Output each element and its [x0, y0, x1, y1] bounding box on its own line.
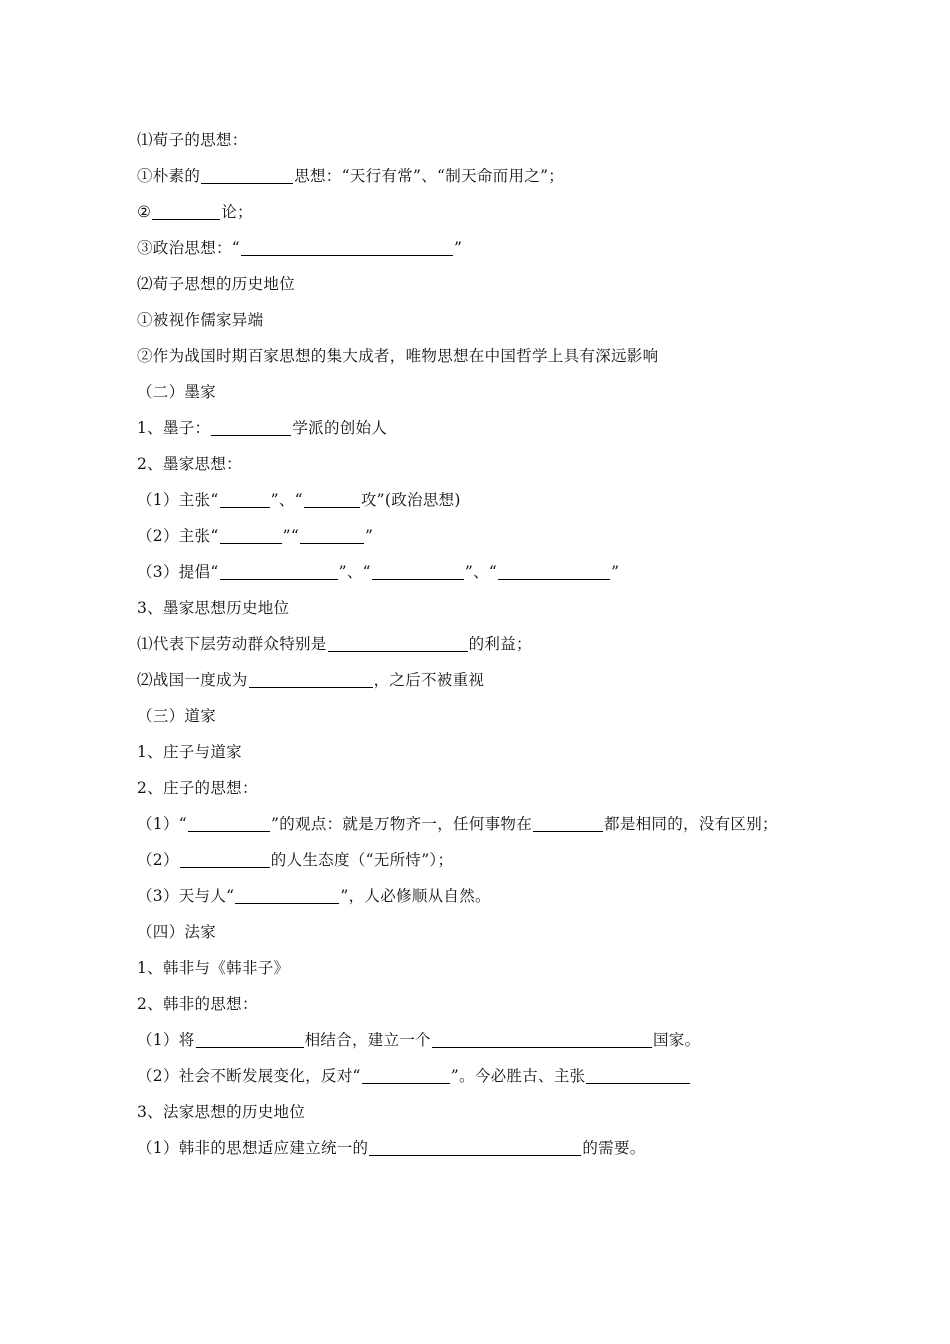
text: 1、庄子与道家 [137, 743, 242, 761]
fill-blank[interactable] [362, 1065, 450, 1084]
text: 2、庄子的思想： [137, 779, 258, 797]
line-hanfei [137, 950, 837, 986]
line-xunzi-thought [137, 122, 837, 158]
text: （3）天与人“ [137, 887, 235, 905]
line-zhuangzi [137, 734, 837, 770]
line-mohist-status [137, 590, 837, 626]
fill-blank[interactable] [235, 885, 339, 904]
fill-blank[interactable] [241, 237, 453, 256]
text: 1、墨子： [137, 419, 211, 437]
fill-blank[interactable] [220, 525, 282, 544]
text: ①朴素的 [137, 167, 201, 185]
text: 3、法家思想的历史地位 [137, 1103, 306, 1121]
fill-blank[interactable] [300, 525, 364, 544]
line-daoist-1 [137, 806, 837, 842]
line-warring [137, 662, 837, 698]
text: ”、“ [464, 563, 498, 581]
text: ” [611, 563, 620, 581]
heading-mohism [137, 374, 837, 410]
fill-blank[interactable] [304, 489, 360, 508]
line-daoist-3 [137, 878, 837, 914]
text: ” [365, 527, 374, 545]
line-synthesis [137, 338, 837, 374]
fill-blank[interactable] [369, 1137, 581, 1156]
fill-blank[interactable] [201, 165, 293, 184]
text: ⑵战国一度成为 [137, 671, 248, 689]
text: 的利益； [468, 635, 532, 653]
text: ”“ [282, 527, 300, 545]
text: ”的观点：就是万物齐一，任何事物在 [271, 815, 533, 833]
text: ⑴荀子的思想： [137, 131, 248, 149]
text: 2、韩非的思想： [137, 995, 258, 1013]
heading-legalism [137, 914, 837, 950]
text: （1）韩非的思想适应建立统一的 [137, 1139, 369, 1157]
line-xunzi-status [137, 266, 837, 302]
line-represent [137, 626, 837, 662]
text: （二）墨家 [137, 383, 217, 401]
text: （四）法家 [137, 923, 217, 941]
text: （三）道家 [137, 707, 217, 725]
line-heresy [137, 302, 837, 338]
text: 都是相同的，没有区别； [604, 815, 778, 833]
line-mozi-founder [137, 410, 837, 446]
line-mohist-1 [137, 482, 837, 518]
text: 学派的创始人 [292, 419, 388, 437]
fill-blank[interactable] [188, 813, 270, 832]
line-legalist-1 [137, 1022, 837, 1058]
text: （2）社会不断发展变化，反对“ [137, 1067, 361, 1085]
text: ⑵荀子思想的历史地位 [137, 275, 296, 293]
text: 国家。 [652, 1031, 701, 1049]
text: 攻”(政治思想) [360, 491, 461, 509]
line-political-thought [137, 230, 837, 266]
line-mohist-2 [137, 518, 837, 554]
fill-blank[interactable] [586, 1065, 690, 1084]
text: （2） [137, 851, 179, 869]
line-mohist-thought [137, 446, 837, 482]
fill-blank[interactable] [180, 849, 270, 868]
line-zhuangzi-thought [137, 770, 837, 806]
text: ”，人必修顺从自然。 [340, 887, 491, 905]
text: ②作为战国时期百家思想的集大成者，唯物思想在中国哲学上具有深远影响 [137, 347, 659, 365]
text: ”、“ [338, 563, 371, 581]
text: （1）主张“ [137, 491, 219, 509]
text: ①被视作儒家异端 [137, 311, 264, 329]
fill-blank[interactable] [220, 489, 270, 508]
text: （3）提倡“ [137, 563, 219, 581]
line-legalist-2 [137, 1058, 837, 1094]
text: ③政治思想：“ [137, 239, 241, 257]
text: 1、韩非与《韩非子》 [137, 959, 290, 977]
line-theory [137, 194, 837, 230]
line-legalist-unify [137, 1130, 837, 1166]
fill-blank[interactable] [211, 417, 291, 436]
fill-blank[interactable] [249, 669, 373, 688]
text: 2、墨家思想： [137, 455, 242, 473]
text: （1）将 [137, 1031, 195, 1049]
text: ⑴代表下层劳动群众特别是 [137, 635, 327, 653]
text: ，之后不被重视 [373, 671, 485, 689]
line-naive-thought [137, 158, 837, 194]
line-hanfei-thought [137, 986, 837, 1022]
text: 思想：“天行有常”、“制天命而用之”； [294, 167, 565, 185]
text: 3、墨家思想历史地位 [137, 599, 290, 617]
text: ”。今必胜古、主张 [450, 1067, 586, 1085]
text: 的人生态度（“无所恃”）； [270, 851, 454, 869]
text: ② [137, 203, 152, 221]
text: 的需要。 [582, 1139, 646, 1157]
fill-blank[interactable] [328, 633, 468, 652]
line-daoist-2 [137, 842, 837, 878]
line-mohist-3 [137, 554, 837, 590]
fill-blank[interactable] [372, 561, 464, 580]
fill-blank[interactable] [498, 561, 610, 580]
text: 论； [221, 203, 253, 221]
fill-blank[interactable] [220, 561, 338, 580]
fill-blank[interactable] [432, 1029, 652, 1048]
fill-blank[interactable] [196, 1029, 304, 1048]
text: ” [454, 239, 463, 257]
heading-daoism [137, 698, 837, 734]
text: （2）主张“ [137, 527, 219, 545]
text: 相结合，建立一个 [304, 1031, 431, 1049]
fill-blank[interactable] [533, 813, 603, 832]
line-legalist-status [137, 1094, 837, 1130]
fill-blank[interactable] [152, 201, 220, 220]
worksheet-content [137, 122, 837, 1166]
text: ”、“ [270, 491, 303, 509]
text: （1）“ [137, 815, 187, 833]
